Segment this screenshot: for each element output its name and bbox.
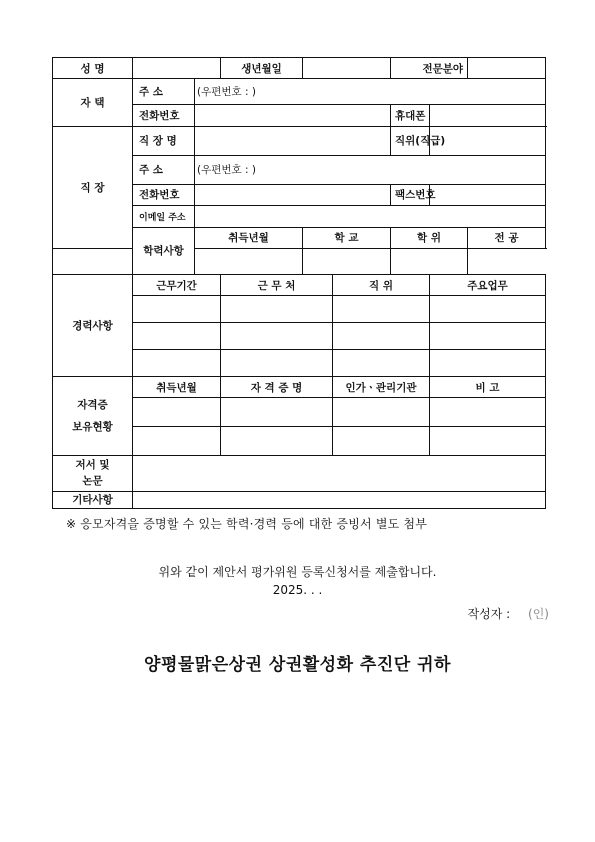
career-duty-field[interactable] bbox=[430, 296, 546, 323]
position-label: 직위(직급) bbox=[391, 126, 430, 155]
education-major-field[interactable] bbox=[391, 249, 468, 275]
other-label: 기타사항 bbox=[53, 491, 133, 508]
fax-field[interactable] bbox=[430, 184, 546, 205]
license-header-row bbox=[53, 376, 546, 397]
work-phone-field[interactable] bbox=[195, 184, 391, 205]
education-header-date: 취득년월 bbox=[195, 227, 303, 248]
birth-label: 생년월일 bbox=[221, 58, 303, 79]
papers-label-line2: 논문 bbox=[82, 475, 103, 488]
education-school-field[interactable] bbox=[195, 249, 303, 275]
name-field[interactable] bbox=[133, 58, 221, 79]
license-label-line2: 보유현황 bbox=[72, 421, 113, 434]
license-issuer-field[interactable] bbox=[333, 398, 430, 427]
other-field[interactable] bbox=[133, 491, 546, 508]
name-row bbox=[53, 58, 546, 79]
birth-field[interactable] bbox=[303, 58, 391, 79]
papers-label-line1: 저서 및 bbox=[75, 459, 110, 472]
license-remarks-field[interactable] bbox=[430, 398, 546, 427]
license-header-date: 취득년월 bbox=[133, 376, 221, 397]
career-workplace-field[interactable] bbox=[221, 296, 333, 323]
career-header-row bbox=[53, 274, 546, 295]
career-period-field[interactable] bbox=[133, 323, 221, 350]
author-line bbox=[468, 605, 549, 622]
attachment-note: ※ 응모자격을 증명할 수 있는 학력·경력 등에 대한 증빙서 별도 첨부 bbox=[66, 517, 428, 531]
career-header-duty: 주요업무 bbox=[430, 274, 546, 295]
home-label: 자 택 bbox=[53, 79, 133, 126]
education-header-major: 전 공 bbox=[468, 227, 546, 248]
career-header-period: 근무기간 bbox=[133, 274, 221, 295]
career-label: 경력사항 bbox=[53, 274, 133, 376]
company-field[interactable] bbox=[195, 126, 391, 155]
papers-row bbox=[53, 456, 546, 491]
career-position-field[interactable] bbox=[333, 296, 430, 323]
name-label: 성 명 bbox=[53, 58, 133, 79]
specialty-field[interactable] bbox=[468, 58, 546, 79]
work-phone-label: 전화번호 bbox=[133, 184, 195, 205]
papers-label bbox=[53, 456, 133, 491]
career-duty-field[interactable] bbox=[430, 323, 546, 350]
papers-field[interactable] bbox=[133, 456, 546, 491]
career-duty-field[interactable] bbox=[430, 350, 546, 377]
email-field[interactable] bbox=[195, 206, 546, 227]
work-postal-field[interactable]: (우편번호 : ) bbox=[195, 155, 546, 184]
home-postal-field[interactable]: (우편번호 : ) bbox=[195, 79, 546, 105]
home-phone-label: 전화번호 bbox=[133, 105, 195, 126]
license-name-field[interactable] bbox=[221, 427, 333, 456]
author-label: 작성자 : bbox=[467, 607, 511, 621]
career-period-field[interactable] bbox=[133, 350, 221, 377]
license-date-field[interactable] bbox=[133, 427, 221, 456]
license-issuer-field[interactable] bbox=[333, 427, 430, 456]
career-period-field[interactable] bbox=[133, 296, 221, 323]
home-address-row bbox=[53, 79, 546, 105]
work-address-label: 주 소 bbox=[133, 155, 195, 184]
education-degree-field[interactable] bbox=[303, 249, 391, 275]
education-label: 학력사항 bbox=[133, 227, 195, 274]
mobile-field[interactable] bbox=[430, 105, 546, 126]
specialty-label: 전문분야 bbox=[391, 58, 468, 79]
home-address-label: 주 소 bbox=[133, 79, 195, 105]
submission-statement: 위와 같이 제안서 평가위원 등록신청서를 제출합니다. bbox=[158, 565, 437, 579]
career-position-field[interactable] bbox=[333, 323, 430, 350]
license-label bbox=[53, 376, 133, 455]
fax-label: 팩스번호 bbox=[391, 184, 430, 205]
submission-date: 2025. . . bbox=[272, 583, 323, 597]
work-company-row bbox=[53, 126, 546, 155]
application-form-table bbox=[52, 57, 546, 509]
education-header-degree: 학 위 bbox=[391, 227, 468, 248]
mobile-label: 휴대폰 bbox=[391, 105, 430, 126]
career-header-position: 직 위 bbox=[333, 274, 430, 295]
education-entry-row bbox=[53, 249, 546, 275]
career-workplace-field[interactable] bbox=[221, 323, 333, 350]
license-header-remarks: 비 고 bbox=[430, 376, 546, 397]
license-remarks-field[interactable] bbox=[430, 427, 546, 456]
education-header-school: 학 교 bbox=[303, 227, 391, 248]
license-date-field[interactable] bbox=[133, 398, 221, 427]
career-workplace-field[interactable] bbox=[221, 350, 333, 377]
recipient-title: 양평물맑은상권 상권활성화 추진단 귀하 bbox=[144, 655, 451, 675]
license-header-name: 자 격 증 명 bbox=[221, 376, 333, 397]
seal-mark: (인) bbox=[528, 607, 549, 621]
email-label: 이메일 주소 bbox=[133, 206, 195, 227]
license-header-issuer: 인가ㆍ관리기관 bbox=[333, 376, 430, 397]
work-label: 직 장 bbox=[53, 126, 133, 248]
career-position-field[interactable] bbox=[333, 350, 430, 377]
company-label: 직 장 명 bbox=[133, 126, 195, 155]
other-row bbox=[53, 491, 546, 508]
license-name-field[interactable] bbox=[221, 398, 333, 427]
license-label-line1: 자격증 bbox=[77, 399, 108, 412]
home-phone-field[interactable] bbox=[195, 105, 391, 126]
career-header-workplace: 근 무 처 bbox=[221, 274, 333, 295]
position-field[interactable] bbox=[430, 126, 546, 155]
